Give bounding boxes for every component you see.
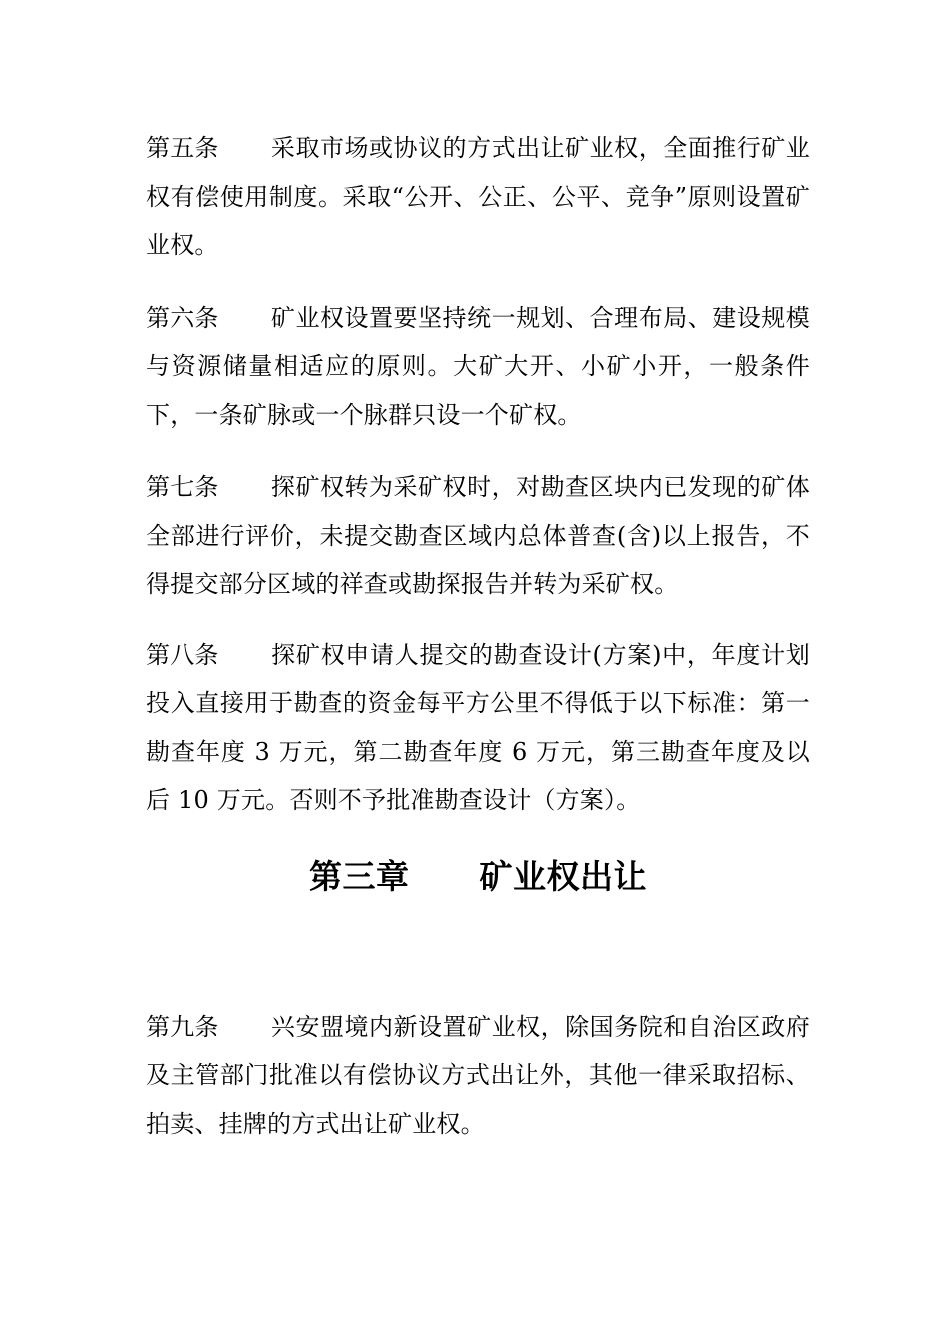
article-text: 采取市场或协议的方式出让矿业权，全面推行矿业权有偿使用制度。采取“公开、公正、公平、竞争”原则设置矿业权。 (146, 134, 810, 259)
article-9 (146, 1003, 810, 1149)
article-text: 矿业权设置要坚持统一规划、合理布局、建设规模与资源储量相适应的原则。大矿大开、小矿小开，一般条件下，一条矿脉或一个脉群只设一个矿权。 (146, 303, 810, 429)
article-text: 兴安盟境内新设置矿业权，除国务院和自治区政府及主管部门批准以有偿协议方式出让外，其他一律采取招标、拍卖、挂牌的方式出让矿业权。 (146, 1012, 810, 1138)
chapter-title: 矿业权出让 (479, 856, 647, 896)
article-6 (146, 294, 810, 440)
article-number: 第八条 (146, 640, 219, 669)
article-text: 探矿权申请人提交的勘查设计(方案)中，年度计划投入直接用于勘查的资金每平方公里不得低于以下标准：第一勘查年度 3 万元，第二勘查年度 6 万元，第三勘查年度及以后 10 万元。否则不予批准勘查设计（方案）。 (146, 640, 810, 814)
article-number: 第九条 (146, 1012, 219, 1041)
article-number: 第六条 (146, 303, 219, 332)
article-number: 第五条 (146, 134, 219, 162)
article-number: 第七条 (146, 473, 219, 501)
chapter-heading (146, 847, 810, 917)
article-text: 探矿权转为采矿权时，对勘查区块内已发现的矿体全部进行评价，未提交勘查区域内总体普查(含)以上报告，不得提交部分区域的祥查或勘探报告并转为采矿权。 (146, 473, 810, 598)
document-page (146, 124, 810, 1148)
article-5 (146, 124, 810, 270)
article-8 (146, 631, 810, 825)
article-7 (146, 463, 810, 609)
chapter-number: 第三章 (309, 856, 410, 896)
